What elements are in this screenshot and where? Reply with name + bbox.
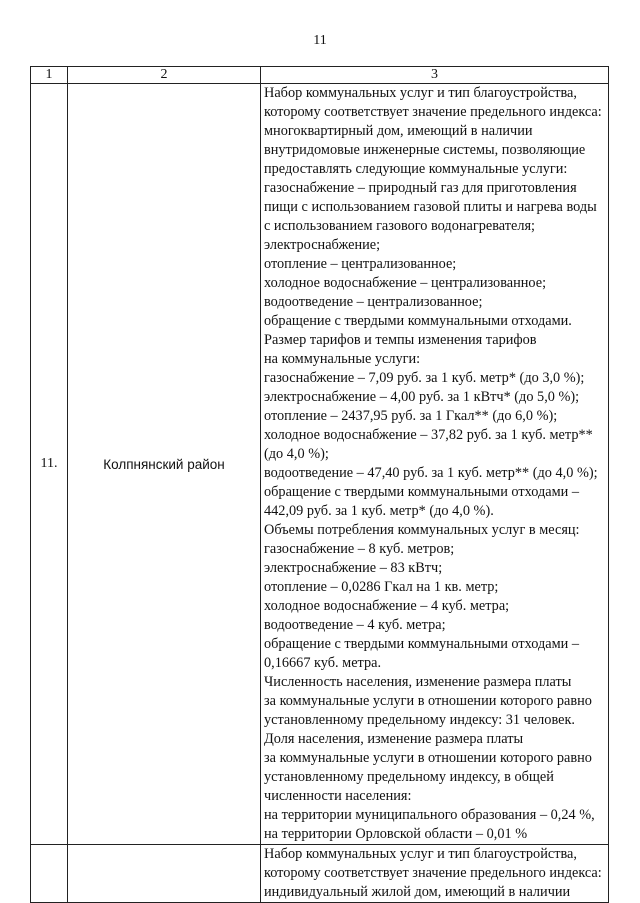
row-number: [31, 845, 68, 903]
text-line: 442,09 руб. за 1 куб. метр* (до 4,0 %).: [264, 503, 494, 519]
text-line: внутридомовые инженерные системы, позволяющие: [264, 142, 586, 158]
text-line: на коммунальные услуги:: [264, 351, 421, 367]
text-line: отопление – 2437,95 руб. за 1 Гкал** (до 6,0 %);: [264, 408, 558, 424]
text-line: многоквартирный дом, имеющий в наличии: [264, 123, 533, 139]
text-line: (до 4,0 %);: [264, 446, 329, 462]
text-line: обращение с твердыми коммунальными отходами –: [264, 636, 580, 652]
text-line: за коммунальные услуги в отношении которого равно: [264, 750, 592, 766]
tariff-table: [30, 66, 609, 903]
text-line: Набор коммунальных услуг и тип благоустройства,: [264, 846, 577, 862]
column-header-2: 2: [68, 67, 261, 84]
text-line: холодное водоснабжение – централизованное;: [264, 275, 547, 291]
text-line: Объемы потребления коммунальных услуг в месяц:: [264, 522, 580, 538]
text-line: водоотведение – централизованное;: [264, 294, 483, 310]
text-line: установленному предельному индексу, в общей: [264, 769, 554, 785]
text-line: газоснабжение – 7,09 руб. за 1 куб. метр* (до 3,0 %);: [264, 370, 585, 386]
text-line: индивидуальный жилой дом, имеющий в наличии: [264, 884, 571, 900]
text-line: 0,16667 куб. метра.: [264, 655, 382, 671]
text-line: на территории муниципального образования – 0,24 %,: [264, 807, 595, 823]
text-line: водоотведение – 47,40 руб. за 1 куб. метр** (до 4,0 %);: [264, 465, 598, 481]
text-line: за коммунальные услуги в отношении которого равно: [264, 693, 592, 709]
row-description: [261, 845, 609, 903]
table-row: [31, 845, 609, 903]
text-line: предоставлять следующие коммунальные услуги:: [264, 161, 568, 177]
text-line: с использованием газового водонагревателя;: [264, 218, 536, 234]
text-line: водоотведение – 4 куб. метра;: [264, 617, 446, 633]
text-line: обращение с твердыми коммунальными отходами.: [264, 313, 572, 329]
text-line: Набор коммунальных услуг и тип благоустройства,: [264, 85, 577, 101]
row-description: [261, 84, 609, 845]
text-line: на территории Орловской области – 0,01 %: [264, 826, 528, 842]
table-row: [31, 84, 609, 845]
district-name: Колпнянский район: [68, 84, 261, 845]
text-line: газоснабжение – 8 куб. метров;: [264, 541, 455, 557]
page-number: 11: [313, 33, 327, 48]
column-header-1: 1: [31, 67, 68, 84]
text-line: которому соответствует значение предельного индекса:: [264, 104, 602, 120]
text-line: пищи с использованием газовой плиты и нагрева воды: [264, 199, 597, 215]
text-line: холодное водоснабжение – 4 куб. метра;: [264, 598, 510, 614]
text-line: газоснабжение – природный газ для приготовления: [264, 180, 577, 196]
text-line: электроснабжение – 83 кВтч;: [264, 560, 443, 576]
text-line: отопление – централизованное;: [264, 256, 457, 272]
text-line: установленному предельному индексу: 31 человек.: [264, 712, 575, 728]
column-header-3: 3: [261, 67, 609, 84]
text-line: холодное водоснабжение – 37,82 руб. за 1 куб. метр**: [264, 427, 593, 443]
text-line: которому соответствует значение предельного индекса:: [264, 865, 602, 881]
text-line: Размер тарифов и темпы изменения тарифов: [264, 332, 537, 348]
district-name: [68, 845, 261, 903]
text-line: электроснабжение;: [264, 237, 381, 253]
text-line: Численность населения, изменение размера платы: [264, 674, 572, 690]
text-line: обращение с твердыми коммунальными отходами –: [264, 484, 580, 500]
text-line: отопление – 0,0286 Гкал на 1 кв. метр;: [264, 579, 499, 595]
text-line: численности населения:: [264, 788, 412, 804]
text-line: Доля населения, изменение размера платы: [264, 731, 524, 747]
text-line: электроснабжение – 4,00 руб. за 1 кВтч* (до 5,0 %);: [264, 389, 580, 405]
table-header-row: [31, 67, 609, 84]
row-number: 11.: [31, 84, 68, 845]
